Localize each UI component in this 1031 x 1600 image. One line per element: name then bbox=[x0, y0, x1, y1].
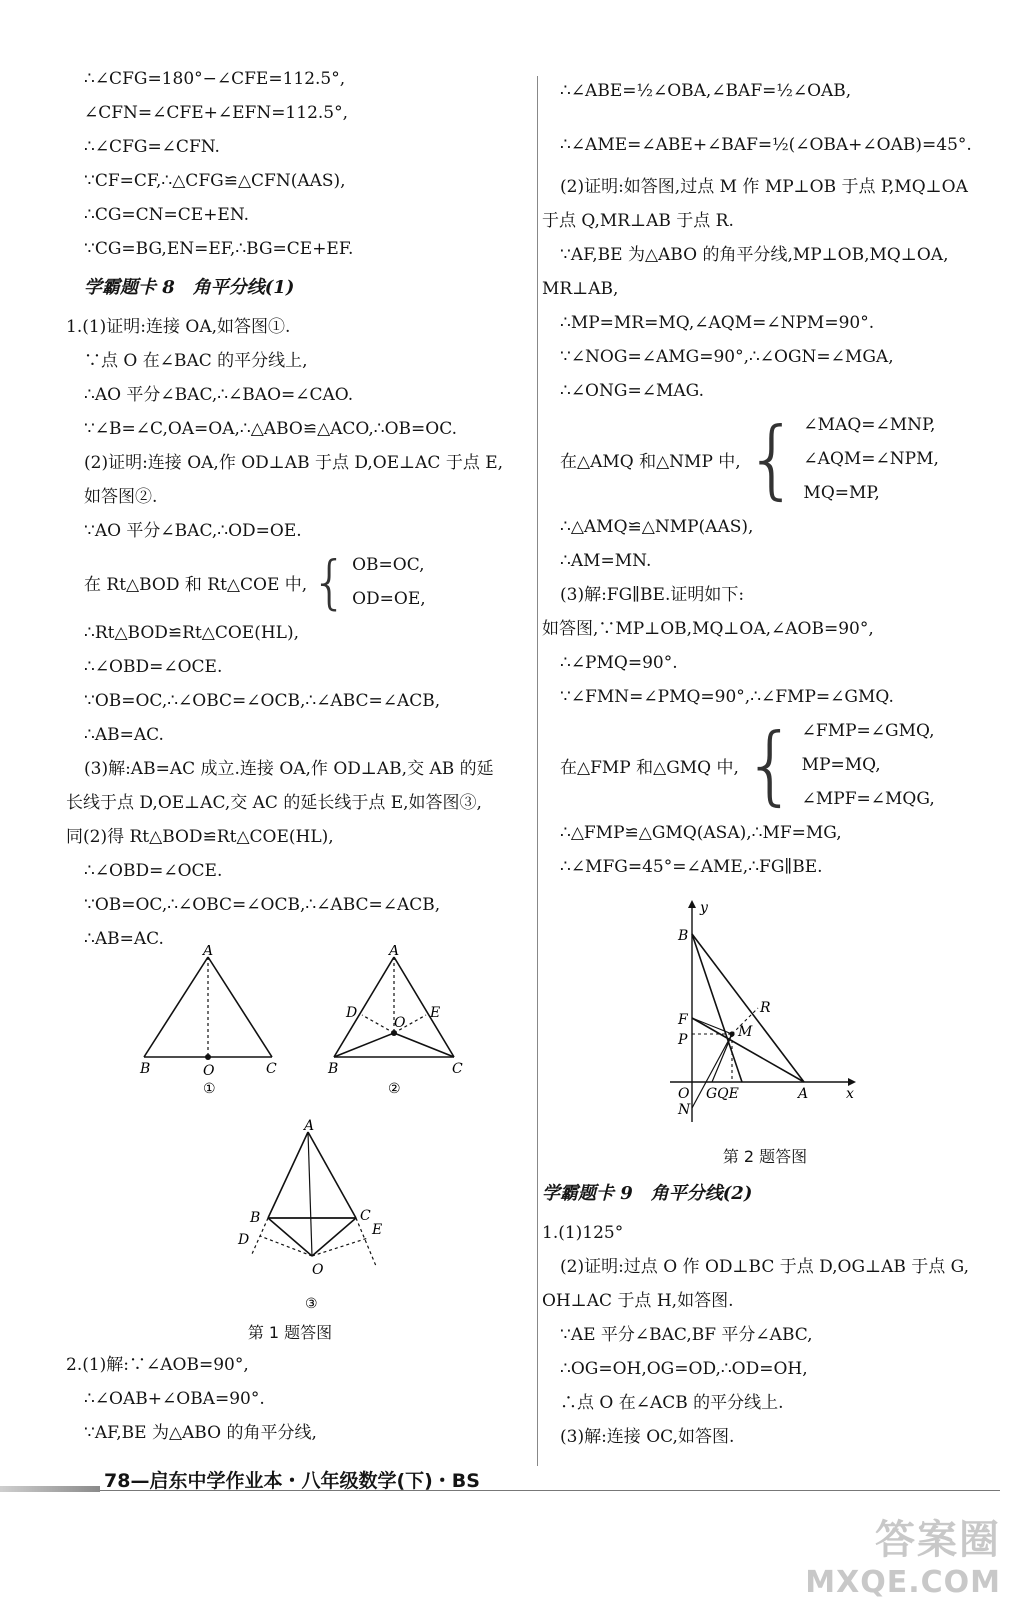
text-line: ∵CG=BG,EN=EF,∴BG=CE+EF. bbox=[84, 239, 354, 259]
system-row: OD=OE, bbox=[352, 589, 426, 609]
text-line: ∴∠AME=∠ABE+∠BAF=½(∠OBA+∠OAB)=45°. bbox=[560, 135, 972, 155]
label-O: O bbox=[312, 1262, 324, 1278]
text-line: MR⊥AB, bbox=[542, 279, 619, 299]
text-line: 长线于点 D,OE⊥AC,交 AC 的延长线于点 E,如答图③, bbox=[66, 793, 482, 813]
equation-system bbox=[84, 548, 524, 616]
section-title-9: 学霸题卡 9 角平分线(2) bbox=[542, 1183, 753, 1204]
text-line: ∴Rt△BOD≌Rt△COE(HL), bbox=[84, 623, 299, 643]
figure-number: ② bbox=[388, 1081, 401, 1095]
text-line: ∴∠ABE=½∠OBA,∠BAF=½∠OAB, bbox=[560, 81, 852, 101]
label-M: M bbox=[738, 1024, 753, 1040]
text-line: ∴∠CFG=∠CFN. bbox=[84, 137, 220, 157]
text-line: ∴△FMP≌△GMQ(ASA),∴MF=MG, bbox=[560, 823, 842, 843]
text-line: ∴∠OBD=∠OCE. bbox=[84, 861, 223, 881]
text-line: ∴△AMQ≌△NMP(AAS), bbox=[560, 517, 754, 537]
label-R: R bbox=[760, 1000, 771, 1016]
label-D: D bbox=[346, 1005, 358, 1021]
watermark-logo: 答案圈 bbox=[875, 1517, 1001, 1563]
text-line: ∵AO 平分∠BAC,∴OD=OE. bbox=[84, 521, 302, 541]
system-prefix: 在 Rt△BOD 和 Rt△COE 中, bbox=[84, 574, 308, 595]
system-row: MP=MQ, bbox=[801, 755, 881, 775]
equation-system bbox=[560, 714, 990, 816]
text-line: ∵AF,BE 为△ABO 的角平分线,MP⊥OB,MQ⊥OA, bbox=[560, 245, 949, 265]
text-line: ∴AO 平分∠BAC,∴∠BAO=∠CAO. bbox=[84, 385, 354, 405]
text-line: 1.(1)证明:连接 OA,如答图①. bbox=[66, 317, 291, 337]
text-line: 1.(1)125° bbox=[542, 1223, 624, 1243]
text-line: ∴∠OBD=∠OCE. bbox=[84, 657, 223, 677]
text-line: ∵CF=CF,∴△CFG≌△CFN(AAS), bbox=[84, 171, 346, 191]
label-D: D bbox=[238, 1232, 250, 1248]
text-line: 2.(1)解:∵∠AOB=90°, bbox=[66, 1355, 249, 1375]
system-prefix: 在△FMP 和△GMQ 中, bbox=[560, 757, 739, 778]
label-A: A bbox=[389, 945, 400, 959]
text-line: ∵OB=OC,∴∠OBC=∠OCB,∴∠ABC=∠ACB, bbox=[84, 691, 441, 711]
text-line: ∵∠NOG=∠AMG=90°,∴∠OGN=∠MGA, bbox=[560, 347, 894, 367]
system-row: MQ=MP, bbox=[803, 483, 880, 503]
watermark bbox=[805, 1508, 1001, 1600]
label-C: C bbox=[266, 1061, 277, 1077]
text-line: ∴CG=CN=CE+EN. bbox=[84, 205, 250, 225]
label-N: N bbox=[678, 1102, 691, 1118]
label-B: B bbox=[140, 1061, 151, 1077]
label-C: C bbox=[452, 1061, 463, 1077]
label-F: F bbox=[678, 1012, 688, 1028]
figure-coordinate bbox=[660, 898, 860, 1128]
text-line: (2)证明:过点 O 作 OD⊥BC 于点 D,OG⊥AB 于点 G, bbox=[560, 1257, 970, 1277]
text-line: 于点 Q,MR⊥AB 于点 R. bbox=[542, 211, 734, 231]
label-O: O bbox=[394, 1015, 406, 1031]
text-line: ∴∠OAB+∠OBA=90°. bbox=[84, 1389, 265, 1409]
left-column-bottom bbox=[66, 1348, 524, 1450]
system-row: ∠MPF=∠MQG, bbox=[801, 789, 935, 809]
brace-icon: { bbox=[311, 548, 349, 616]
label-GQE: GQE bbox=[706, 1086, 739, 1102]
label-P: P bbox=[678, 1032, 688, 1048]
figure-1-caption: 第 1 题答图 bbox=[247, 1323, 333, 1342]
section-title-8: 学霸题卡 8 角平分线(1) bbox=[84, 277, 295, 298]
label-A: A bbox=[798, 1086, 809, 1102]
figure-number: ③ bbox=[305, 1296, 318, 1312]
label-B: B bbox=[250, 1210, 261, 1226]
system-row: OB=OC, bbox=[352, 555, 425, 575]
text-line: ∵∠B=∠C,OA=OA,∴△ABO≌△ACO,∴OB=OC. bbox=[84, 419, 458, 439]
system-prefix: 在△AMQ 和△NMP 中, bbox=[560, 451, 741, 472]
column-divider bbox=[537, 76, 538, 1466]
footer-text: 78—启东中学作业本・八年级数学(下)・BS bbox=[104, 1470, 480, 1492]
figure-number: ① bbox=[203, 1081, 216, 1095]
figure-3-kite bbox=[226, 1118, 396, 1318]
label-B: B bbox=[328, 1061, 339, 1077]
text-line: 同(2)得 Rt△BOD≌Rt△COE(HL), bbox=[66, 827, 334, 847]
footer-bar bbox=[0, 1486, 100, 1492]
text-line: ∴MP=MR=MQ,∠AQM=∠NPM=90°. bbox=[560, 313, 875, 333]
text-line: ∵点 O 在∠BAC 的平分线上, bbox=[84, 351, 308, 371]
text-line: ∴∠MFG=45°=∠AME,∴FG∥BE. bbox=[560, 857, 823, 877]
left-column bbox=[66, 62, 524, 956]
text-line: ∵AF,BE 为△ABO 的角平分线, bbox=[84, 1423, 317, 1443]
text-line: OH⊥AC 于点 H,如答图. bbox=[542, 1291, 734, 1311]
text-line: (2)证明:连接 OA,作 OD⊥AB 于点 D,OE⊥AC 于点 E, bbox=[84, 453, 504, 473]
text-line: 如答图,∵MP⊥OB,MQ⊥OA,∠AOB=90°, bbox=[542, 619, 874, 639]
figure-2-caption: 第 2 题答图 bbox=[722, 1147, 808, 1166]
text-line: ∴∠PMQ=90°. bbox=[560, 653, 678, 673]
text-line: ∴点 O 在∠ACB 的平分线上. bbox=[560, 1393, 784, 1413]
equation-system bbox=[560, 408, 990, 510]
text-line: ∴OG=OH,OG=OD,∴OD=OH, bbox=[560, 1359, 808, 1379]
text-line: (2)证明:如答图,过点 M 作 MP⊥OB 于点 P,MQ⊥OA bbox=[560, 177, 968, 197]
label-A: A bbox=[304, 1118, 315, 1134]
brace-icon: { bbox=[744, 409, 800, 509]
text-line: (3)解:FG∥BE.证明如下: bbox=[560, 585, 745, 605]
label-E: E bbox=[430, 1005, 441, 1021]
label-E: E bbox=[372, 1222, 383, 1238]
text-line: ∵∠FMN=∠PMQ=90°,∴∠FMP=∠GMQ. bbox=[560, 687, 894, 707]
label-O: O bbox=[203, 1063, 215, 1079]
figure-2-triangle bbox=[320, 945, 480, 1095]
figure-1-triangle bbox=[130, 945, 290, 1095]
label-B: B bbox=[678, 928, 689, 944]
text-line: ∴∠CFG=180°−∠CFE=112.5°, bbox=[84, 69, 346, 89]
label-C: C bbox=[360, 1208, 371, 1224]
system-row: ∠FMP=∠GMQ, bbox=[801, 721, 935, 741]
text-line: (3)解:连接 OC,如答图. bbox=[560, 1427, 735, 1447]
right-column-bottom bbox=[542, 1172, 990, 1454]
text-line: 如答图②. bbox=[84, 487, 158, 507]
system-row: ∠AQM=∠NPM, bbox=[803, 449, 939, 469]
axis-label-x: x bbox=[846, 1086, 854, 1102]
right-column bbox=[542, 62, 990, 884]
page-footer bbox=[0, 1464, 1031, 1504]
text-line: ∵OB=OC,∴∠OBC=∠OCB,∴∠ABC=∠ACB, bbox=[84, 895, 441, 915]
text-line: ∴AB=AC. bbox=[84, 929, 164, 949]
axis-label-y: y bbox=[700, 900, 708, 916]
text-line: (3)解:AB=AC 成立.连接 OA,作 OD⊥AB,交 AB 的延 bbox=[84, 759, 494, 779]
label-O: O bbox=[678, 1086, 690, 1102]
system-row: ∠MAQ=∠MNP, bbox=[803, 415, 936, 435]
watermark-url: MXQE.COM bbox=[805, 1565, 1001, 1600]
text-line: ∴AB=AC. bbox=[84, 725, 164, 745]
text-line: ∴∠ONG=∠MAG. bbox=[560, 381, 705, 401]
brace-icon: { bbox=[742, 715, 798, 815]
text-line: ∵AE 平分∠BAC,BF 平分∠ABC, bbox=[560, 1325, 813, 1345]
label-A: A bbox=[203, 945, 214, 959]
text-line: ∴AM=MN. bbox=[560, 551, 652, 571]
text-line: ∠CFN=∠CFE+∠EFN=112.5°, bbox=[84, 103, 349, 123]
